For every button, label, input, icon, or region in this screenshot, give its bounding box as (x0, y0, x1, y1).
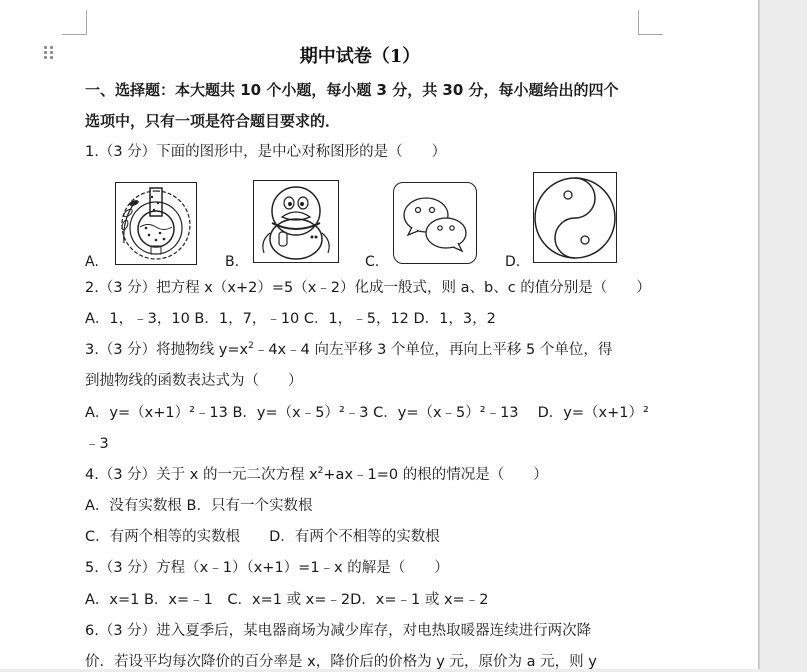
superscript: 2 (248, 341, 254, 352)
penguin-qq-icon (253, 180, 339, 263)
question-3-text-line2: 到抛物线的函数表达式为（ ） (85, 373, 303, 389)
question-4-text-post: +ax﹣1=0 的根的情况是（ ） (323, 467, 548, 483)
question-3-text-line1 (85, 340, 612, 360)
question-6-text-line1: 6.（3 分）进入夏季后，某电器商场为减少库存，对电热取暖器连续进行两次降 (85, 623, 592, 639)
question-4-text (85, 465, 548, 485)
yin-yang-icon (533, 172, 617, 263)
question-5-options: A．x=1 B．x=﹣1 C．x=1 或 x=﹣2D．x=﹣1 或 x=﹣2 (85, 592, 489, 608)
section-heading-line2: 选项中，只有一项是符合题目要求的． (85, 112, 341, 130)
question-5-text: 5.（3 分）方程（x﹣1）（x+1）=1﹣x 的解是（ ） (85, 560, 449, 576)
margin-corner-top-right (638, 10, 663, 35)
question-3-options-line2: ﹣3 (85, 436, 109, 452)
workspace-background (760, 0, 807, 669)
question-4-options-line2: C．有两个相等的实数根 D．有两个不相等的实数根 (85, 529, 440, 545)
figure-d-label: D. (505, 254, 521, 270)
question-6-text-line2: 价．若设平均每次降价的百分率是 x，降价后的价格为 y 元，原价为 a 元，则 y (85, 654, 597, 670)
question-1-figures (85, 170, 645, 270)
question-4-text-pre: 4.（3 分）关于 x 的一元二次方程 x (85, 467, 318, 483)
question-2-options: A．1，﹣3，10 B．1，7，﹣10 C．1，﹣5，12 D．1，3，2 (85, 311, 496, 327)
wechat-bubbles-icon (393, 182, 477, 264)
superscript: 2 (317, 466, 324, 477)
section-heading-line1: 一、选择题：本大题共 10 个小题，每小题 3 分，共 30 分，每小题给出的四个 (85, 81, 619, 99)
figure-c-label: C. (365, 254, 380, 270)
question-1-text: 1.（3 分）下面的图形中，是中心对称图形的是（ ） (85, 144, 447, 160)
question-3-options-line1: A．y=（x+1）²﹣13 B．y=（x﹣5）²﹣3 C．y=（x﹣5）²﹣13 D．y=（x+1）² (85, 405, 649, 421)
flask-gear-emblem-icon (115, 182, 197, 265)
figure-b-label: B. (225, 254, 240, 270)
question-3-text-pre: 3.（3 分）将抛物线 y=x (85, 342, 249, 358)
page-title: 期中试卷（1） (299, 46, 421, 67)
figure-a-label: A. (85, 254, 99, 270)
margin-corner-top-left (62, 10, 87, 35)
question-4-options-line1: A．没有实数根 B．只有一个实数根 (85, 498, 313, 514)
question-2-text: 2.（3 分）把方程 x（x+2）=5（x﹣2）化成一般式，则 a、b、c 的值分别是（ ） (85, 280, 651, 296)
question-3-text-post: ﹣4x﹣4 向左平移 3 个单位，再向上平移 5 个单位，得 (253, 342, 613, 358)
